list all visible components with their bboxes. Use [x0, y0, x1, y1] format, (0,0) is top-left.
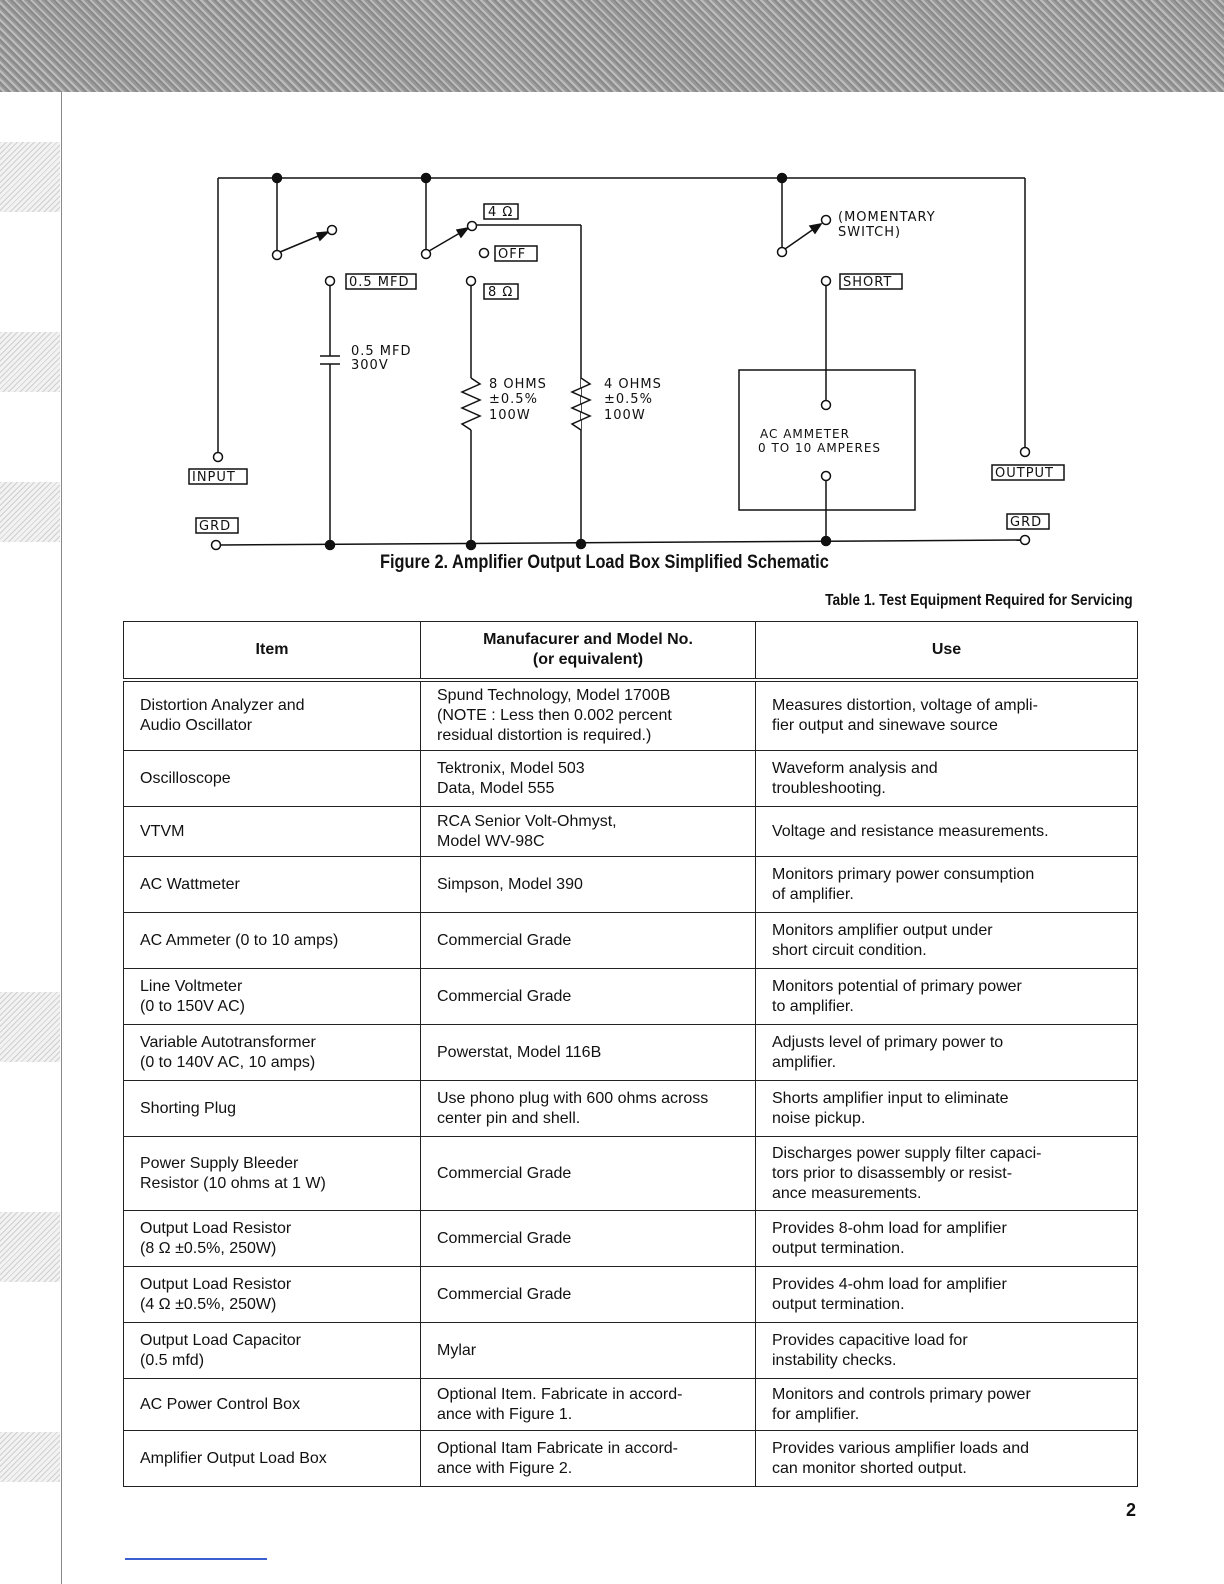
cell-item: VTVM — [124, 807, 421, 857]
header-manufacturer: Manufacurer and Model No. (or equivalent) — [421, 622, 756, 681]
resistor-4ohm-value: 4 OHMS — [604, 377, 662, 392]
cell-item: Distortion Analyzer and Audio Oscillator — [124, 680, 421, 751]
momentary-switch-label-2: SWITCH) — [838, 225, 902, 240]
resistor-4ohm-power: 100W — [604, 408, 646, 423]
cell-use: Monitors amplifier output under short circuit condition. — [756, 913, 1138, 969]
cell-use: Provides various amplifier loads and can monitor shorted output. — [756, 1431, 1138, 1487]
short-switch-label: SHORT — [843, 275, 893, 290]
ammeter-range-label: 0 TO 10 AMPERES — [758, 441, 882, 455]
test-equipment-table — [123, 621, 1138, 1487]
capacitor-switch-label: 0.5 MFD — [349, 275, 410, 290]
cell-use: Monitors and controls primary power for amplifier. — [756, 1379, 1138, 1431]
load-box-schematic — [170, 160, 1070, 560]
cell-manufacturer: Commercial Grade — [421, 1211, 756, 1267]
table-row — [124, 751, 1138, 807]
header-use: Use — [756, 622, 1138, 681]
cell-use: Voltage and resistance measurements. — [756, 807, 1138, 857]
cell-use: Waveform analysis and troubleshooting. — [756, 751, 1138, 807]
table-row — [124, 1379, 1138, 1431]
cell-manufacturer: RCA Senior Volt-Ohmyst, Model WV-98C — [421, 807, 756, 857]
cell-manufacturer: Optional Itam Fabricate in accord- ance with Figure 2. — [421, 1431, 756, 1487]
switch-4ohm-label: 4 Ω — [488, 205, 514, 220]
cell-item: Amplifier Output Load Box — [124, 1431, 421, 1487]
output-terminal-label: OUTPUT — [995, 466, 1054, 481]
table-row — [124, 680, 1138, 751]
cell-manufacturer: Simpson, Model 390 — [421, 857, 756, 913]
cell-use: Shorts amplifier input to eliminate noise pickup. — [756, 1081, 1138, 1137]
table-row — [124, 1137, 1138, 1211]
input-terminal-label: INPUT — [192, 470, 236, 485]
resistor-4ohm-tolerance: ±0.5% — [604, 392, 653, 407]
cell-manufacturer: Spund Technology, Model 1700B (NOTE : Less then 0.002 percent residual distortion is required.) — [421, 680, 756, 751]
cell-use: Measures distortion, voltage of ampli- fier output and sinewave source — [756, 680, 1138, 751]
table-header-row — [124, 622, 1138, 681]
cell-item: Line Voltmeter (0 to 150V AC) — [124, 969, 421, 1025]
cell-manufacturer: Commercial Grade — [421, 1137, 756, 1211]
figure-caption: Figure 2. Amplifier Output Load Box Simplified Schematic — [380, 552, 829, 573]
footer-rule — [125, 1558, 267, 1560]
table-row — [124, 807, 1138, 857]
cell-item: AC Wattmeter — [124, 857, 421, 913]
capacitor-voltage-label: 300V — [351, 358, 389, 373]
binding-margin — [0, 92, 62, 1584]
table-row — [124, 1267, 1138, 1323]
cell-item: Shorting Plug — [124, 1081, 421, 1137]
capacitor-value-label: 0.5 MFD — [351, 344, 412, 359]
ground-left-label: GRD — [199, 519, 232, 534]
cell-manufacturer: Tektronix, Model 503 Data, Model 555 — [421, 751, 756, 807]
page-number: 2 — [1126, 1500, 1137, 1520]
cell-use: Provides 8-ohm load for amplifier output termination. — [756, 1211, 1138, 1267]
resistor-8ohm-value: 8 OHMS — [489, 377, 547, 392]
cell-use: Provides capacitive load for instability checks. — [756, 1323, 1138, 1379]
cell-manufacturer: Commercial Grade — [421, 969, 756, 1025]
switch-8ohm-label: 8 Ω — [488, 285, 514, 300]
cell-item: Output Load Resistor (8 Ω ±0.5%, 250W) — [124, 1211, 421, 1267]
cell-item: Power Supply Bleeder Resistor (10 ohms at 1 W) — [124, 1137, 421, 1211]
momentary-switch-label: (MOMENTARY — [838, 210, 936, 225]
resistor-8ohm-tolerance: ±0.5% — [489, 392, 538, 407]
cell-manufacturer: Commercial Grade — [421, 1267, 756, 1323]
cell-use: Discharges power supply filter capaci- tors prior to disassembly or resist- ance measurements. — [756, 1137, 1138, 1211]
cell-item: Variable Autotransformer (0 to 140V AC, 10 amps) — [124, 1025, 421, 1081]
cell-manufacturer: Mylar — [421, 1323, 756, 1379]
cell-use: Monitors potential of primary power to amplifier. — [756, 969, 1138, 1025]
table-row — [124, 1081, 1138, 1137]
table-row — [124, 1323, 1138, 1379]
cell-use: Adjusts level of primary power to amplifier. — [756, 1025, 1138, 1081]
ammeter-label: AC AMMETER — [760, 427, 850, 441]
cell-manufacturer: Use phono plug with 600 ohms across center pin and shell. — [421, 1081, 756, 1137]
cell-item: AC Ammeter (0 to 10 amps) — [124, 913, 421, 969]
cell-item: Output Load Resistor (4 Ω ±0.5%, 250W) — [124, 1267, 421, 1323]
scanned-header-band — [0, 0, 1224, 92]
ground-right-label: GRD — [1010, 515, 1043, 530]
table-title: Table 1. Test Equipment Required for Servicing — [825, 592, 1133, 609]
table-row — [124, 1211, 1138, 1267]
cell-use: Monitors primary power consumption of amplifier. — [756, 857, 1138, 913]
switch-off-label: OFF — [498, 247, 527, 262]
table-row — [124, 913, 1138, 969]
table-row — [124, 1431, 1138, 1487]
cell-item: Oscilloscope — [124, 751, 421, 807]
table-row — [124, 857, 1138, 913]
table-row — [124, 1025, 1138, 1081]
cell-use: Provides 4-ohm load for amplifier output termination. — [756, 1267, 1138, 1323]
table-row — [124, 969, 1138, 1025]
resistor-8ohm-power: 100W — [489, 408, 531, 423]
header-item: Item — [124, 622, 421, 681]
cell-item: Output Load Capacitor (0.5 mfd) — [124, 1323, 421, 1379]
cell-manufacturer: Optional Item. Fabricate in accord- ance with Figure 1. — [421, 1379, 756, 1431]
cell-manufacturer: Commercial Grade — [421, 913, 756, 969]
cell-item: AC Power Control Box — [124, 1379, 421, 1431]
cell-manufacturer: Powerstat, Model 116B — [421, 1025, 756, 1081]
